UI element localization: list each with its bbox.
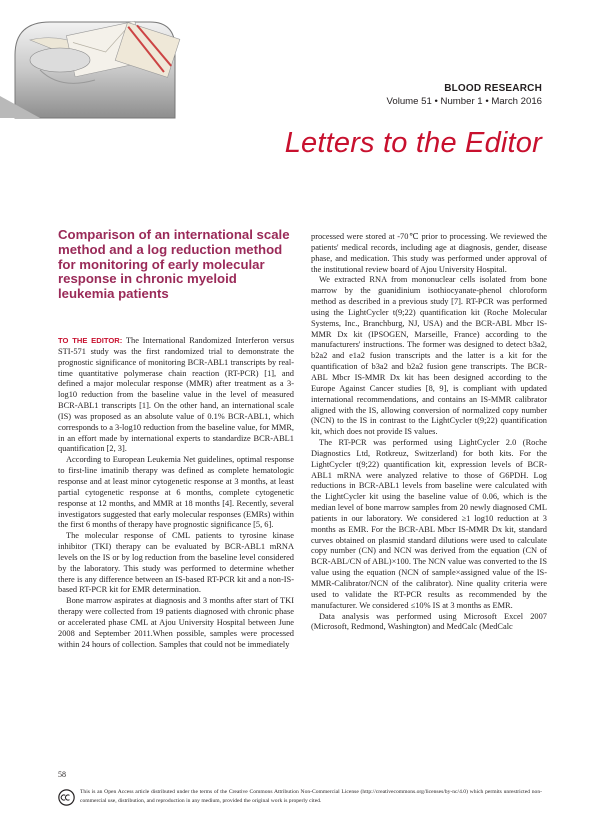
license-notice	[58, 787, 542, 809]
paragraph: processed were stored at -70℃ prior to processing. We reviewed the patients' medical records, including age at diagnosis, gender, disease phase, and medication. This study was performed under approval of the institutional review board of Ajou University Hospital.	[311, 232, 547, 274]
mailbox-with-letters-icon	[0, 0, 200, 125]
paragraph: Bone marrow aspirates at diagnosis and 3 months after start of TKI therapy were collected from 19 patients diagnosed with chronic phase or accelerated phase CML at Ajou University Hospital between June 2008 and September 2011.When possible, samples were processed within 24 hours of collection. Samples that could not be immediately	[58, 596, 294, 649]
left-column	[58, 336, 294, 650]
section-title: Letters to the Editor	[284, 127, 542, 159]
paragraph: The RT-PCR was performed using LightCycler 2.0 (Roche Diagnostics Ltd, Rotkreuz, Switzerland) for both kits. For the LightCycler t(9;22) quantification kit, expression levels of BCR-ABL1 mRNA were analyzed relative to those of G6PDH. Log reductions in BCR-ABL1 levels from baseline were calculated with the LightCycler kit using the baseline value of 0.06, which is the median level of bone marrow samples from 20 newly diagnosed CML patients in our laboratory. We considered ≥1 log10 reduction at 3 months as EMR. For the BCR-ABL Mbcr IS-MMR Dx kit, standard curves obtained on plasmid standard dilutions were used to calculate copy number (CN) and NCN was derived from the equation (CN of BCR-ABL/CN of ABL)×100. The NCN value was converted to the IS value using the equation (NCN of sample×assigned value of the IS-MMR-Calibrator/NCN of the calibrator). Nine quality criteria were used to validate the RT-PCR results as recommended by the manufacturer. We considered ≤10% IS at 3 months as EMR.	[311, 438, 547, 610]
article-title: Comparison of an international scale method and a log reduction method for monitoring of early molecular response in chronic myeloid leukemia patients	[58, 227, 290, 302]
lead-label: TO THE EDITOR:	[58, 336, 123, 345]
paragraph: The molecular response of CML patients to tyrosine kinase inhibitor (TKI) therapy can be evaluated by BCR-ABL1 mRNA levels on the IS or by log reduction from the baseline level considered by the laboratory. This study was performed to determine whether there is any difference between an IS-based RT-PCR kit and a non-IS-based RT-PCR kit for EMR determination.	[58, 531, 294, 595]
paragraph: We extracted RNA from mononuclear cells isolated from bone marrow by the guanidinium isothiocyanate-phenol chloroform method as described in a previous study [7]. RT-PCR was performed using the LightCycler t(9;22) quantification kit (Roche Molecular Systems, Inc., Branchburg, NJ, USA) and the BCR-ABL Mbcr IS-MMR Dx kit (IPSOGEN, Marseille, France) according to the manufacturers' instructions. The former was designed to detect b3a2, b2a2 and e1a2 fusion transcripts and the latter is a kit for the quantification of b3a2 and b2a2 fusion gene transcripts. The BCR-ABL Mbcr IS-MMR Dx kit has been designed according to the Europe Against Cancer studies [8, 9], is compliant with updated international recommendations, and contains an IS-MMR calibrator aligned with the IS, allowing conversion of normalized copy number (NCN) to the IS in contrast to the LightCycler t(9;22) quantification kit, which does not provide IS values.	[311, 275, 547, 437]
paragraph: Data analysis was performed using Microsoft Excel 2007 (Microsoft, Redmond, Washington) and MedCalc (MedCalc	[311, 611, 547, 632]
license-text: This is an Open Access article distributed under the terms of the Creative Commons Attribution Non-Commercial License (http://creativecommons.org/licenses/by-nc/4.0) which permits unrestricted non-commercial use, distribution, and reproduction in any medium, provided the original work is properly cited.	[80, 789, 542, 804]
journal-name: BLOOD RESEARCH	[444, 83, 542, 94]
right-column	[311, 232, 547, 633]
page-number: 58	[58, 770, 66, 779]
creative-commons-icon	[58, 789, 75, 806]
paragraph: TO THE EDITOR: The International Randomized Interferon versus STI-571 study was the first randomized trial to demonstrate the prognostic significance of monitoring BCR-ABL1 transcripts by real-time quantitative polymerase chain reaction (RT-PCR) [1], and defined a major molecular response (MMR) after treatment as a 3-log10 reduction from the baseline value in the level of measured BCR-ABL1 transcripts [1]. On the other hand, an international scale (IS) was proposed as an absolute value of 0.1% BCR-ABL1, which corresponds to a 3-log10 reduction from the baseline value, for MMR, in an effort made by international experts to standardize BCR-ABL1 quantification [2, 3].	[58, 336, 294, 454]
paragraph: According to European Leukemia Net guidelines, optimal response to first-line imatinib therapy was defined as complete hematologic response and at least minor cytogenetic response at 3 months, at least partial cytogenetic response at 6 months, complete cytogenetic response at 12 months, and MMR at 18 months [4]. Recently, several investigators suggested that early molecular responses (EMRs) within the first 6 months of therapy have prognostic significance [5, 6].	[58, 455, 294, 530]
journal-issue: Volume 51 • Number 1 • March 2016	[386, 96, 542, 107]
